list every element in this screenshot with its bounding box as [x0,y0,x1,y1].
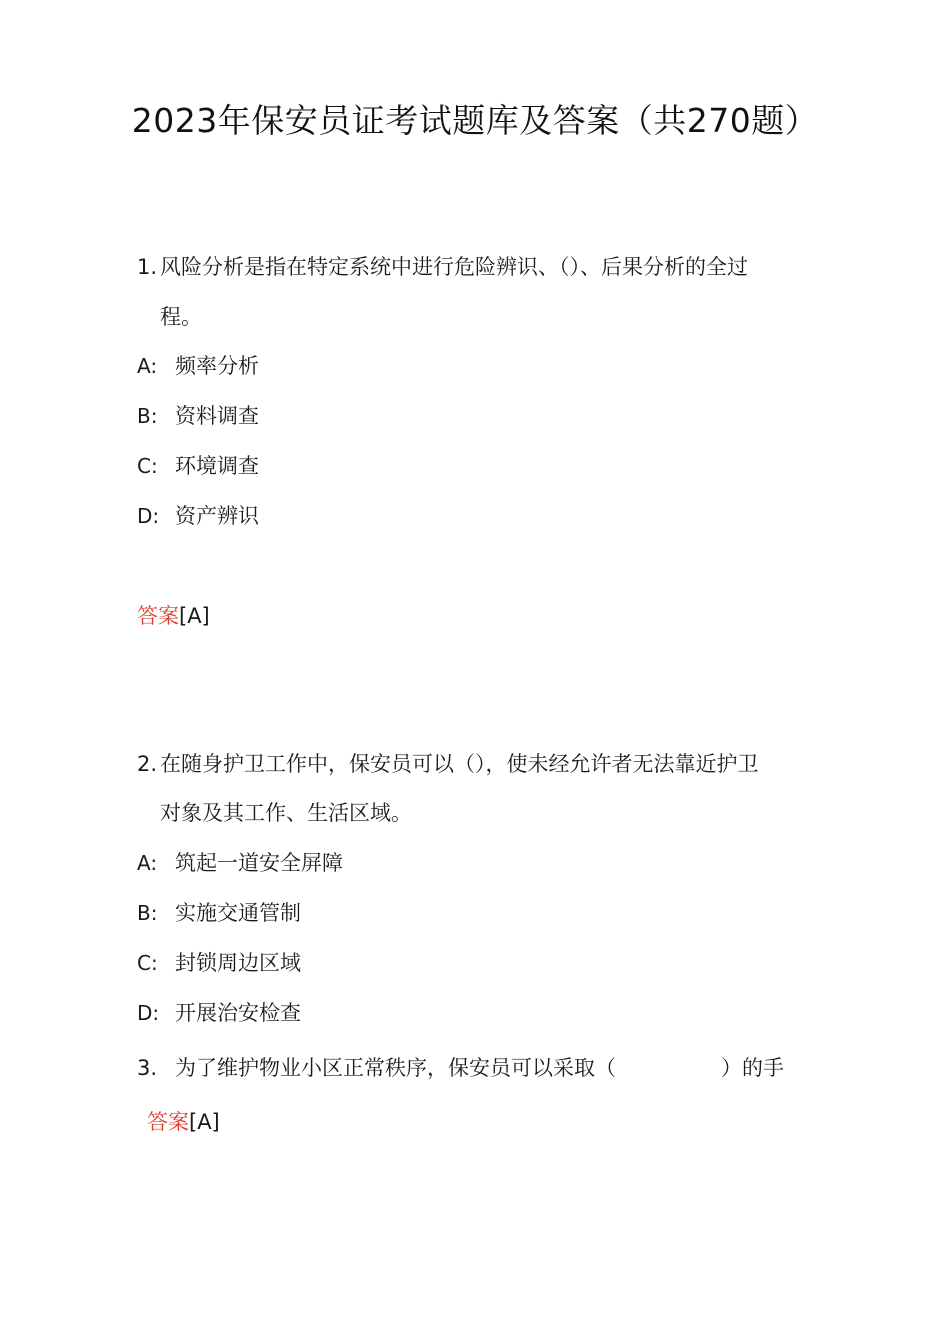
option-text: 开展治安检查 [175,1001,301,1025]
option-letter: A: [137,851,158,875]
option-text: 资产辨识 [175,504,259,528]
answer-label: 答案 [147,1110,189,1134]
option-letter: D: [137,1001,160,1025]
answer-line [147,1109,220,1135]
answer-line [137,603,210,629]
question-text-line: 为了维护物业小区正常秩序，保安员可以采取（ ）的手 [175,1056,784,1080]
option-letter: B: [137,404,158,428]
option-letter: C: [137,454,158,478]
option-letter: C: [137,951,158,975]
question-text-line: 风险分析是指在特定系统中进行危险辨识、（）、后果分析的全过 [160,255,748,279]
answer-label: 答案 [137,604,179,628]
question-number: 3. [137,1056,158,1080]
question-text-line: 对象及其工作、生活区域。 [160,801,412,825]
option-letter: B: [137,901,158,925]
question-number: 1. [137,255,158,279]
option-text: 筑起一道安全屏障 [175,851,343,875]
option-text: 环境调查 [175,454,259,478]
document-title: 2023年保安员证考试题库及答案（共270题） [131,101,819,140]
answer-value: [A] [179,604,210,628]
option-text: 实施交通管制 [175,901,301,925]
question-number: 2. [137,752,158,776]
question-text-line: 程。 [160,305,202,329]
answer-value: [A] [189,1110,220,1134]
option-letter: D: [137,504,160,528]
question-text-line: 在随身护卫工作中，保安员可以（），使未经允许者无法靠近护卫 [160,752,759,776]
option-text: 频率分析 [175,354,259,378]
option-letter: A: [137,354,158,378]
option-text: 资料调查 [175,404,259,428]
option-text: 封锁周边区域 [175,951,301,975]
